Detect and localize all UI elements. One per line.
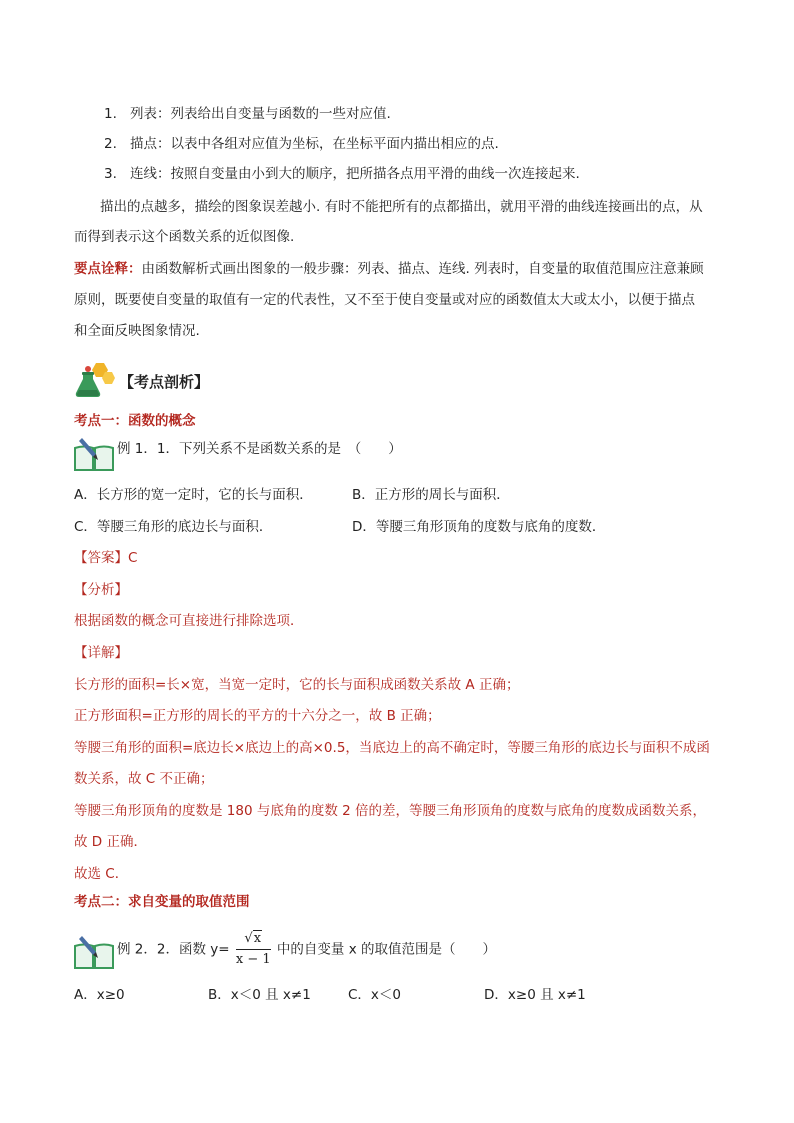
kp2-question	[117, 930, 496, 969]
detail-line: 故 D 正确．	[74, 834, 147, 850]
option-c: C．等腰三角形的底边长与面积．	[74, 519, 273, 535]
section-heading-text: 【考点剖析】	[119, 373, 210, 391]
fraction	[236, 930, 271, 969]
conclusion: 故选 C．	[74, 866, 129, 882]
detail-line: 数关系，故 C 不正确；	[74, 771, 214, 787]
option-c: C．x＜0	[348, 987, 402, 1003]
tip-line: 和全面反映图象情况.	[74, 323, 200, 339]
book-pen-icon	[72, 934, 116, 972]
option-d: D．x≥0 且 x≠1	[484, 987, 586, 1003]
answer-line	[74, 548, 137, 568]
step-3	[104, 164, 580, 184]
answer-value: C	[128, 550, 138, 566]
step-1	[104, 104, 391, 124]
fraction-numerator: √x	[236, 930, 271, 950]
option-d: D．等腰三角形顶角的度数与底角的度数．	[352, 519, 606, 535]
paragraph-line: 而得到表示这个函数关系的近似图像.	[74, 229, 295, 245]
tip-line: 原则，既要使自变量的取值有一定的代表性，又不至于使自变量或对应的函数值太大或太小，以便于描点	[74, 292, 695, 308]
step-number: 3.	[104, 166, 117, 182]
option-b: B．x＜0 且 x≠1	[208, 987, 311, 1003]
detail-line: 等腰三角形顶角的度数是 180 与底角的度数 2 倍的差，等腰三角形顶角的度数与底角的度数成函数关系，	[74, 803, 707, 819]
detail-line: 长方形的面积=长×宽，当宽一定时，它的长与面积成函数关系故 A 正确；	[74, 677, 520, 693]
option-a: A．长方形的宽一定时，它的长与面积．	[74, 487, 313, 503]
detail-label: 【详解】	[74, 645, 128, 661]
tip-line	[74, 259, 704, 279]
kp1-title: 考点一：函数的概念	[74, 413, 196, 429]
tip-label: 要点诠释：	[74, 261, 142, 277]
analysis-text: 根据函数的概念可直接进行排除选项．	[74, 613, 304, 629]
step-number: 2.	[104, 136, 117, 152]
step-text: 连线：按照自变量由小到大的顺序，把所描各点用平滑的曲线一次连接起来.	[130, 166, 580, 182]
question-suffix: 中的自变量 x 的取值范围是（ ）	[276, 941, 496, 958]
step-number: 1.	[104, 106, 117, 122]
question-prefix: 例 2．2．函数 y=	[117, 941, 230, 958]
fraction-denominator: x − 1	[235, 952, 271, 967]
analysis-label: 【分析】	[74, 582, 128, 598]
sqrt-radicand: x	[253, 931, 262, 946]
kp2-title: 考点二：求自变量的取值范围	[74, 894, 250, 910]
option-b: B．正方形的周长与面积．	[352, 487, 510, 503]
step-text: 描点：以表中各组对应值为坐标，在坐标平面内描出相应的点.	[130, 136, 499, 152]
section-heading	[74, 360, 210, 400]
step-2	[104, 134, 499, 154]
tip-text: 由函数解析式画出图象的一般步骤：列表、描点、连线. 列表时，自变量的取值范围应注意兼顾	[141, 261, 704, 277]
book-pen-icon	[72, 436, 116, 474]
option-a: A．x≥0	[74, 987, 125, 1003]
detail-line: 正方形面积=正方形的周长的平方的十六分之一，故 B 正确；	[74, 708, 441, 724]
flask-icon	[74, 360, 116, 400]
kp1-question: 例 1．1．下列关系不是函数关系的是 （ ）	[117, 441, 402, 457]
detail-line: 等腰三角形的面积=底边长×底边上的高×0.5，当底边上的高不确定时，等腰三角形的底边长与面积不成函	[74, 740, 710, 756]
answer-label: 【答案】	[74, 550, 128, 566]
step-text: 列表：列表给出自变量与函数的一些对应值.	[130, 106, 391, 122]
paragraph-line: 描出的点越多，描绘的图象误差越小. 有时不能把所有的点都描出，就用平滑的曲线连接画出的点，从	[100, 199, 703, 215]
